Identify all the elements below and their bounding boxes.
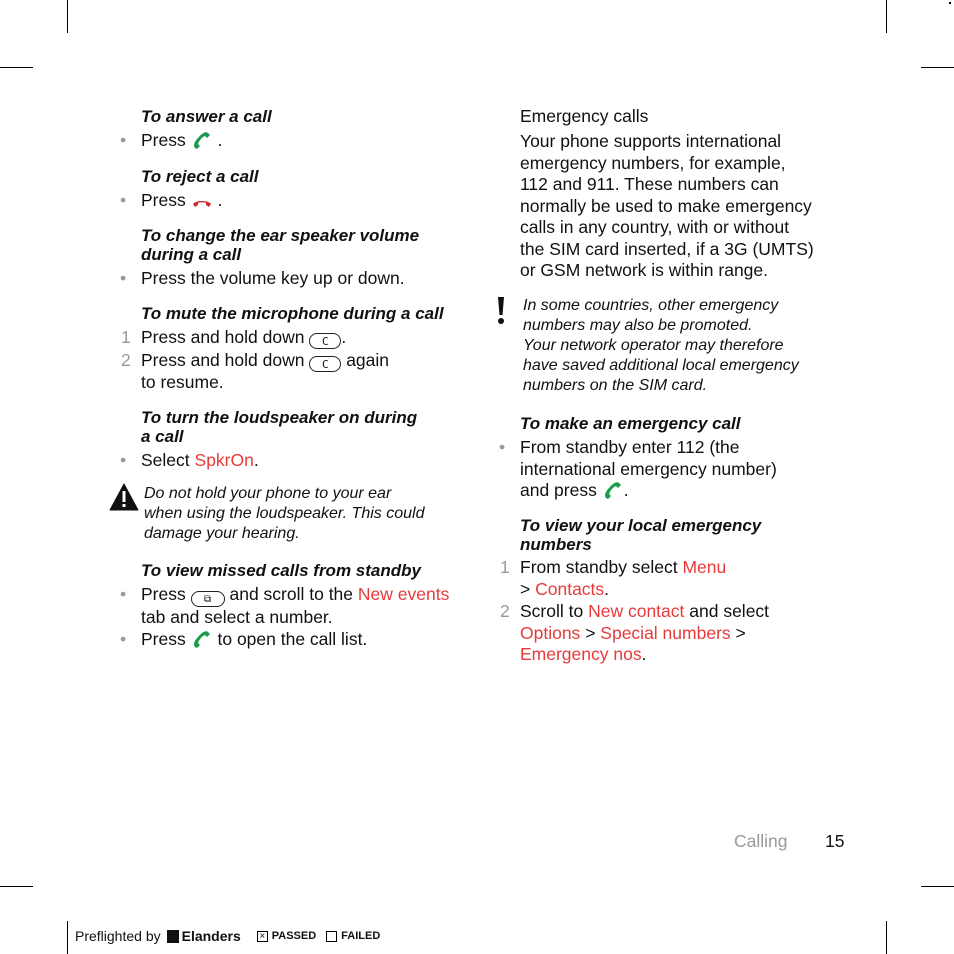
preflight-stamp (75, 928, 390, 944)
step-number: 2 (121, 350, 131, 370)
clear-key-icon: C (309, 356, 341, 372)
mute-step-2: 2 Press and hold down C again to resume. (121, 350, 390, 392)
crop-mark (0, 67, 33, 68)
exclamation-icon (494, 296, 508, 326)
failed-checkbox (326, 931, 337, 942)
call-green-icon (191, 130, 213, 150)
bullet: • (120, 190, 127, 210)
note-box (494, 296, 844, 396)
options-option: Options (520, 622, 581, 643)
bullet: • (120, 584, 127, 604)
answer-item: • Press . (120, 130, 223, 150)
step-number: 2 (500, 601, 510, 621)
crop-mark (886, 921, 887, 954)
step-number: 1 (500, 557, 510, 577)
page-number: 15 (825, 831, 845, 851)
bullet: • (120, 130, 127, 150)
passed-checkbox: × (257, 931, 268, 942)
crop-mark (67, 921, 68, 954)
crop-mark (921, 67, 954, 68)
spkron-option: SpkrOn (194, 450, 254, 470)
reject-heading: To reject a call (141, 167, 259, 186)
reject-item: • Press . (120, 190, 223, 210)
elanders-mark-icon (167, 930, 179, 943)
bullet: • (120, 450, 127, 470)
warning-box (109, 484, 479, 544)
bullet: • (120, 268, 127, 288)
local-numbers-heading: To view your local emergency numbers (520, 516, 762, 554)
crop-mark (886, 0, 887, 33)
preflight-label: Preflighted by (75, 928, 161, 944)
volume-heading: To change the ear speaker volume during a call (141, 226, 420, 264)
clear-key-icon: C (309, 333, 341, 349)
local-step-2: 2 Scroll to New contact and select Options > Special numbers > Emergency nos. (500, 601, 770, 664)
emergency-nos-option: Emergency nos (520, 644, 642, 664)
passed-label: PASSED (271, 930, 317, 942)
step-number: 1 (121, 327, 131, 347)
crop-mark (921, 886, 954, 887)
activity-key-icon: ⧉ (191, 591, 225, 607)
make-call-item: • From standby enter 112 (the international emergency number) and press . (499, 437, 777, 500)
loudspeaker-heading: To turn the loudspeaker on during a call (141, 408, 418, 446)
crop-mark (0, 886, 33, 887)
elanders-logo: Elanders (167, 928, 241, 944)
crop-mark (949, 2, 951, 4)
missed-item-2: • Press to open the call list. (120, 628, 368, 649)
emergency-body: Your phone supports international emergency numbers, for example, 112 and 911. These numbers can normally be used to make emergency calls in any country, with or without the SIM card inserted, if a 3G (UMTS) or GSM network is within range. (520, 131, 814, 280)
menu-option: Menu (682, 557, 727, 577)
note-text: In some countries, other emergency numbers may also be promoted. Your network operator may therefore have saved additional local emergency numbers on the SIM card. (523, 297, 799, 394)
call-end-red-icon (191, 194, 213, 210)
new-contact-option: New contact (588, 601, 685, 621)
mute-step-1: 1 Press and hold down C . (121, 327, 347, 348)
missed-item-1: • Press ⧉ and scroll to the New events tab and select a number. (120, 584, 450, 627)
make-call-heading: To make an emergency call (520, 414, 741, 433)
warning-icon (109, 483, 139, 511)
call-green-icon (191, 629, 213, 649)
special-numbers-option: Special numbers (600, 622, 731, 643)
emergency-heading: Emergency calls (520, 106, 649, 126)
volume-item: • Press the volume key up or down. (120, 268, 405, 288)
mute-heading: To mute the microphone during a call (141, 304, 444, 323)
missed-heading: To view missed calls from standby (141, 561, 421, 580)
bullet: • (120, 628, 127, 649)
warning-text: Do not hold your phone to your ear when using the loudspeaker. This could damage your hearing. (144, 485, 425, 542)
contacts-option: Contacts (535, 578, 605, 599)
section-name: Calling (734, 831, 788, 851)
loudspeaker-item: • Select SpkrOn. (120, 450, 259, 470)
call-green-icon (602, 480, 624, 500)
bullet: • (499, 437, 506, 457)
answer-heading: To answer a call (141, 107, 272, 126)
local-step-1: 1 From standby select Menu > Contacts. (500, 557, 727, 599)
new-events-tab: New events (357, 584, 450, 604)
failed-label: FAILED (341, 930, 381, 942)
crop-mark (67, 0, 68, 33)
